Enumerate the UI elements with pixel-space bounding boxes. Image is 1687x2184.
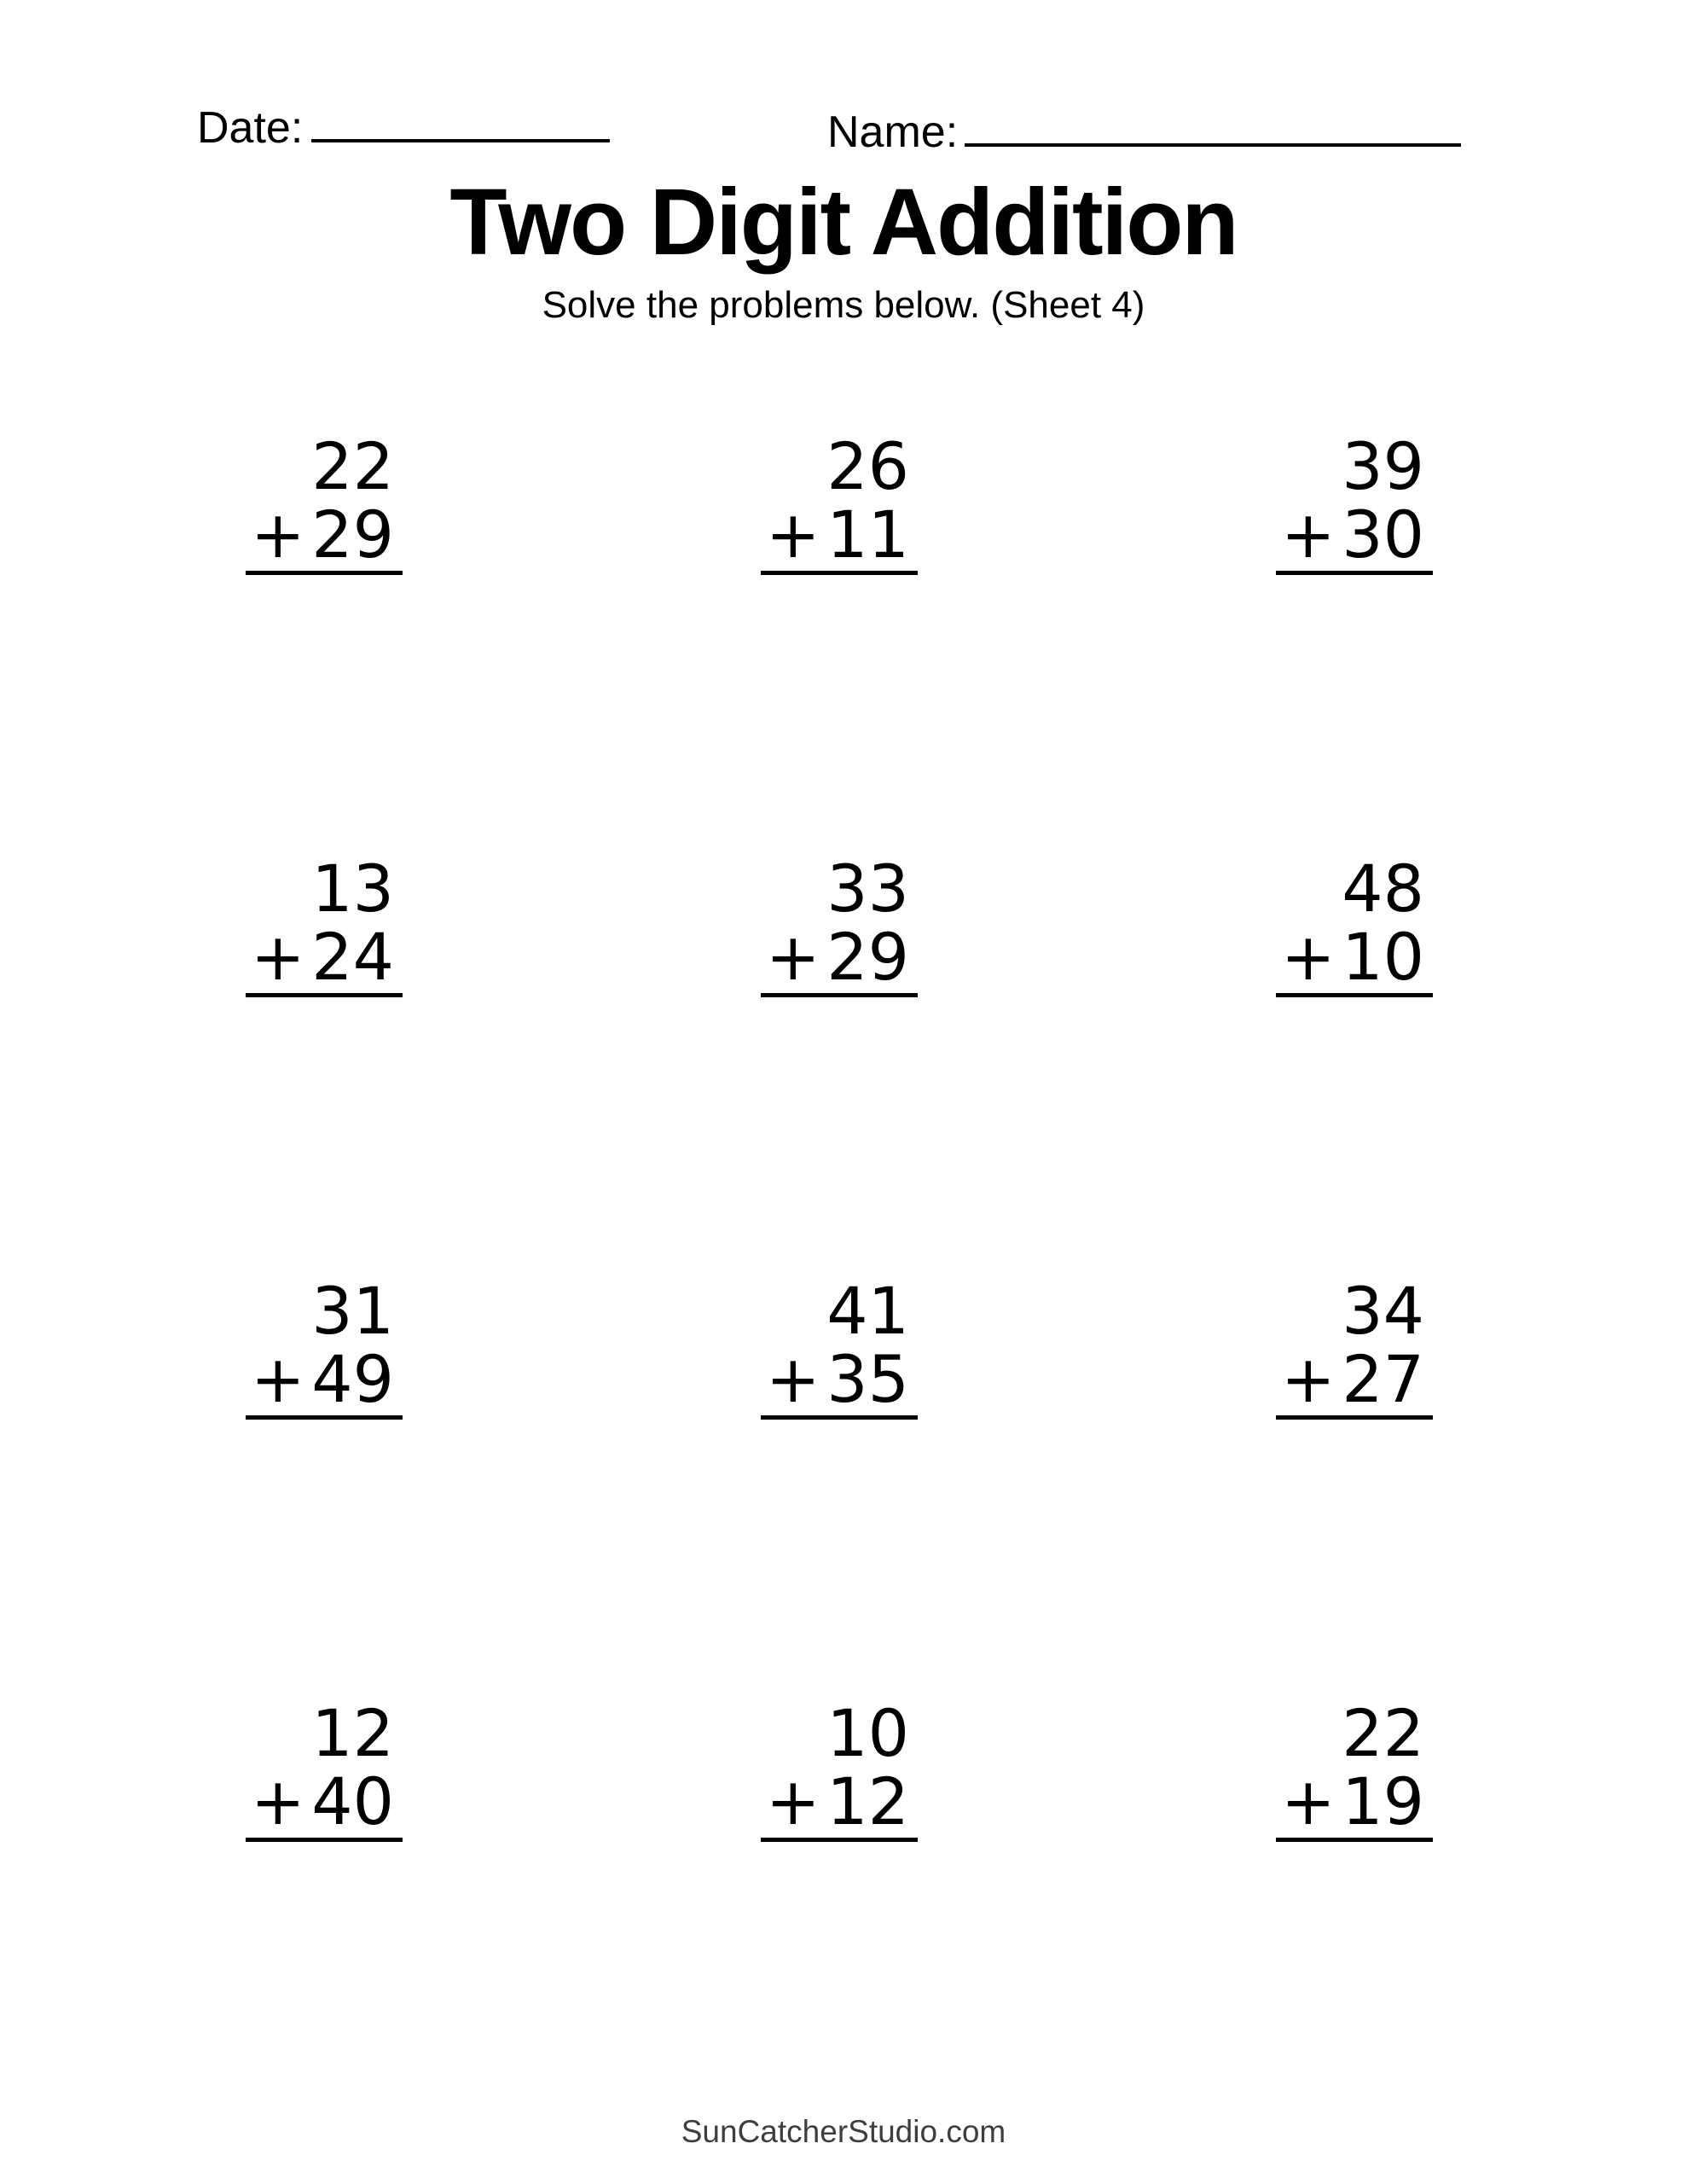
addition-problem-3 (1276, 428, 1433, 855)
addition-problem-11 (761, 1695, 918, 2122)
addition-problem-5 (761, 851, 918, 1277)
date-blank-line (311, 139, 610, 142)
addend-top: 48 (1342, 851, 1424, 926)
addend-top: 34 (1342, 1273, 1424, 1349)
plus-operator: + (1281, 1763, 1336, 1839)
addend-top: 22 (1342, 1695, 1424, 1771)
addend-bottom: 24 (311, 919, 394, 995)
name-blank-line (965, 143, 1461, 147)
plus-operator: + (1281, 919, 1336, 995)
problems-grid (246, 428, 1687, 2122)
addend-bottom: 29 (311, 497, 394, 572)
plus-operator: + (1281, 1341, 1336, 1417)
addend-bottom: 12 (826, 1763, 909, 1839)
plus-operator: + (766, 1341, 820, 1417)
addend-top: 41 (826, 1273, 909, 1349)
addend-bottom: 11 (826, 497, 909, 572)
plus-operator: + (766, 497, 820, 572)
addend-bottom: 27 (1342, 1341, 1424, 1417)
addition-problem-1 (246, 428, 403, 855)
addend-top: 39 (1342, 428, 1424, 504)
addition-problem-8 (761, 1273, 918, 1699)
addend-bottom: 30 (1342, 497, 1424, 572)
page-subtitle: Solve the problems below. (Sheet 4) (542, 284, 1145, 326)
addend-bottom: 10 (1342, 919, 1424, 995)
site-credit: SunCatcherStudio.com (681, 2114, 1006, 2149)
plus-operator: + (251, 497, 305, 572)
addition-problem-4 (246, 851, 403, 1277)
addend-top: 31 (311, 1273, 394, 1349)
addition-problem-12 (1276, 1695, 1433, 2122)
page-title: Two Digit Addition (449, 170, 1238, 275)
addend-top: 10 (826, 1695, 909, 1771)
addend-bottom: 35 (826, 1341, 909, 1417)
plus-operator: + (251, 1341, 305, 1417)
addition-problem-9 (1276, 1273, 1433, 1699)
plus-operator: + (251, 919, 305, 995)
addition-problem-2 (761, 428, 918, 855)
addend-bottom: 29 (826, 919, 909, 995)
addend-top: 33 (826, 851, 909, 926)
addend-bottom: 49 (311, 1341, 394, 1417)
addition-problem-7 (246, 1273, 403, 1699)
addend-top: 22 (311, 428, 394, 504)
plus-operator: + (766, 919, 820, 995)
addend-bottom: 40 (311, 1763, 394, 1839)
name-label: Name: (827, 107, 959, 157)
addition-problem-10 (246, 1695, 403, 2122)
plus-operator: + (251, 1763, 305, 1839)
addend-top: 13 (311, 851, 394, 926)
plus-operator: + (766, 1763, 820, 1839)
addend-bottom: 19 (1342, 1763, 1424, 1839)
plus-operator: + (1281, 497, 1336, 572)
addend-top: 26 (826, 428, 909, 504)
addend-top: 12 (311, 1695, 394, 1771)
date-label: Date: (197, 103, 304, 153)
addition-problem-6 (1276, 851, 1433, 1277)
